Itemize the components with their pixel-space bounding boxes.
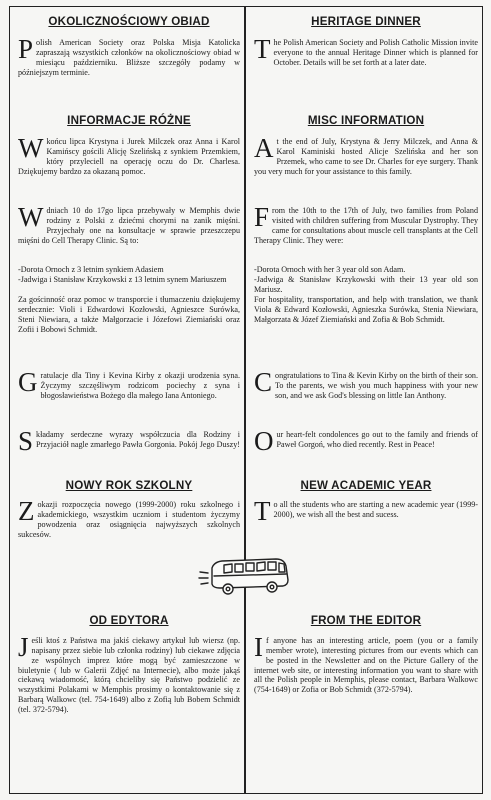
drop-cap: T [254, 496, 271, 526]
paragraph-text: t the end of July, Krystyna & Jerry Milczek, and Anna & Karol Kaminiski hosted Alicje Szelińska and her son Przemek, who came to see Dr. Charles for eye surgery. Thank you very much for your assistance to this family. [254, 137, 478, 176]
column-divider [244, 6, 246, 794]
drop-cap: W [18, 133, 44, 163]
list-line: -Dorota Ornoch with her 3 year old son Adam. [254, 265, 406, 274]
drop-cap: Z [18, 496, 35, 526]
paragraph [18, 367, 240, 401]
section-title: OKOLICZNOŚCIOWY OBIAD [48, 15, 210, 28]
paragraph [254, 202, 478, 245]
drop-cap: S [18, 426, 34, 456]
paragraph [254, 367, 478, 401]
drop-cap: F [254, 202, 270, 232]
drop-cap: C [254, 367, 273, 397]
paragraph-text: kładamy serdeczne wyrazy współczucia dla Rodziny i Przyjaciół nagle zmarłego Pawła Gorgonia. Pokój Jego Duszy! [36, 430, 240, 449]
paragraph [18, 426, 240, 456]
list-line: -Jadwiga i Stanisław Krzykowski z 13 letnim synem Mariuszem [18, 275, 227, 284]
school-bus-icon [198, 554, 294, 600]
section-title: INFORMACJE RÓŻNE [67, 114, 191, 127]
paragraph-text: he Polish American Society and Polish Catholic Mission invite everyone to the annual Heritage Dinner which is planned for October. Details will be set forth at a later date. [273, 38, 478, 67]
section-title: NEW ACADEMIC YEAR [300, 479, 432, 492]
paragraph-text: dniach 10 do 17go lipca przebywały w Memphis dwie rodziny z Polski z dziećmi chorymi na zanik mięśni. Przyjechały one na konsultacje w sprawie przeszczepu mięśni do Cell Therapy Clinic. Są to: [18, 206, 240, 245]
drop-cap: W [18, 202, 44, 232]
drop-cap: A [254, 133, 274, 163]
paragraph [254, 426, 478, 456]
paragraph-text: Za gościnność oraz pomoc w transporcie i tłumaczeniu dziękujemy serdecznie: Violi i Edwardowi Kozłowski, Agnieszce Surówka, Steni Niewiara, a także Małgorzacie i Józefowi Ziemiański oraz Zofii i Bobowi Schmidt. [18, 295, 240, 334]
drop-cap: I [254, 632, 263, 662]
paragraph-text: okazji rozpoczęcia nowego (1999-2000) roku szkolnego i akademickiego, wszystkim uczniom i studentom życzymy powodzenia oraz osiągnięcia najwyższych szkolnych sukcesów. [18, 500, 240, 539]
drop-cap: J [18, 632, 29, 662]
paragraph [18, 496, 240, 539]
paragraph-text: eśli ktoś z Państwa ma jakiś ciekawy artykuł lub wiersz (np. napisany przez siebie lub członka rodziny) lub ciekawe zdjęcia ze wspólnych imprez które mogą być zamieszczone w biuletynie ( lub w Galerii Zdjęć na Internecie), albo może jakąś ciekawą wiadomość, którą chcieliby się Państwo podzielić ze wszystkimi Polakami w Memphis prosimy o kontaktowanie się z Barbarą Walkowc (tel. 754-1649) albo z Zofią lub Bobem Schmidt (tel. 372-5794). [18, 636, 240, 714]
list-line: -Dorota Ornoch z 3 letnim synkiem Adasiem [18, 265, 164, 274]
drop-cap: O [254, 426, 274, 456]
paragraph-text: olish American Society oraz Polska Misja Katolicka zapraszają wszystkich członków na okolicznościowy obiad w miesiącu październiku. Bliższe szczegóły podamy w późniejszym terminie. [18, 38, 240, 77]
section-title: HERITAGE DINNER [311, 15, 421, 28]
drop-cap: G [18, 367, 38, 397]
paragraph-text: ur heart-felt condolences go out to the family and friends of Paweł Gorgoń, who died recently. Rest in Peace! [276, 430, 478, 449]
section-title: NOWY ROK SZKOLNY [65, 479, 193, 492]
section-title: MISC INFORMATION [307, 114, 425, 127]
paragraph-text: For hospitality, transportation, and help with translation, we thank Viola & Edward Kozłowski, Agnieszka Surówka, Stenia Niewiara, Małgorzata & Józef Ziemiański and Zofia & Bob Schmidt. [254, 295, 478, 324]
paragraph [254, 496, 478, 526]
paragraph-text: rom the 10th to the 17th of July, two families from Poland visited with children suffering from Muscular Dystrophy. They came for consultations about muscle cell transplants at the Cell Therapy Clinic. They were: [254, 206, 478, 245]
section-title: OD EDYTORA [89, 614, 169, 627]
paragraph-text: o all the students who are starting a new academic year (1999-2000), we wish all the best and sucess. [273, 500, 478, 519]
paragraph-text: ratulacje dla Tiny i Kevina Kirby z okazji urodzenia syna. Życzymy szczęśliwym rodzicom pociechy z syna i błogosławieństwa Bożego dla małego Iana Antoniego. [40, 371, 240, 400]
paragraph [18, 202, 240, 245]
list-line: -Jadwiga & Stanisław Krzykowski with their 13 year old son Mariusz. [254, 275, 478, 294]
drop-cap: P [18, 34, 34, 64]
paragraph [254, 133, 478, 176]
paragraph [254, 632, 478, 695]
drop-cap: T [254, 34, 271, 64]
paragraph [254, 34, 478, 68]
paragraph-text: końcu lipca Krystyna i Jurek Milczek oraz Anna i Karol Kamińscy gościli Alicję Szelińską z synkiem Przemkiem, który przyleciell na operację oczu do Dr. Charlesa. Dziękujemy bardzo za okazaną pomoc. [18, 137, 240, 176]
paragraph [18, 133, 240, 176]
section-title: FROM THE EDITOR [310, 614, 422, 627]
paragraph-text: f anyone has an interesting article, poem (you or a family member wrote), interesting pictures from our events which can be posted in the Newsletter and on the Picture Gallery of the internet web site, or interesting information you want to share with all the Polish people in Memphis, please contact, Barbara Walkowc (754-1649) or Zofia or Bob Schmidt (372-5794). [254, 636, 478, 695]
paragraph [18, 632, 240, 715]
paragraph-text: ongratulations to Tina & Kevin Kirby on the birth of their son. To the parents, we wish you much happiness with your new son, and we ask God's blessing on little Ian Anthony. [275, 371, 478, 400]
paragraph [18, 34, 240, 77]
